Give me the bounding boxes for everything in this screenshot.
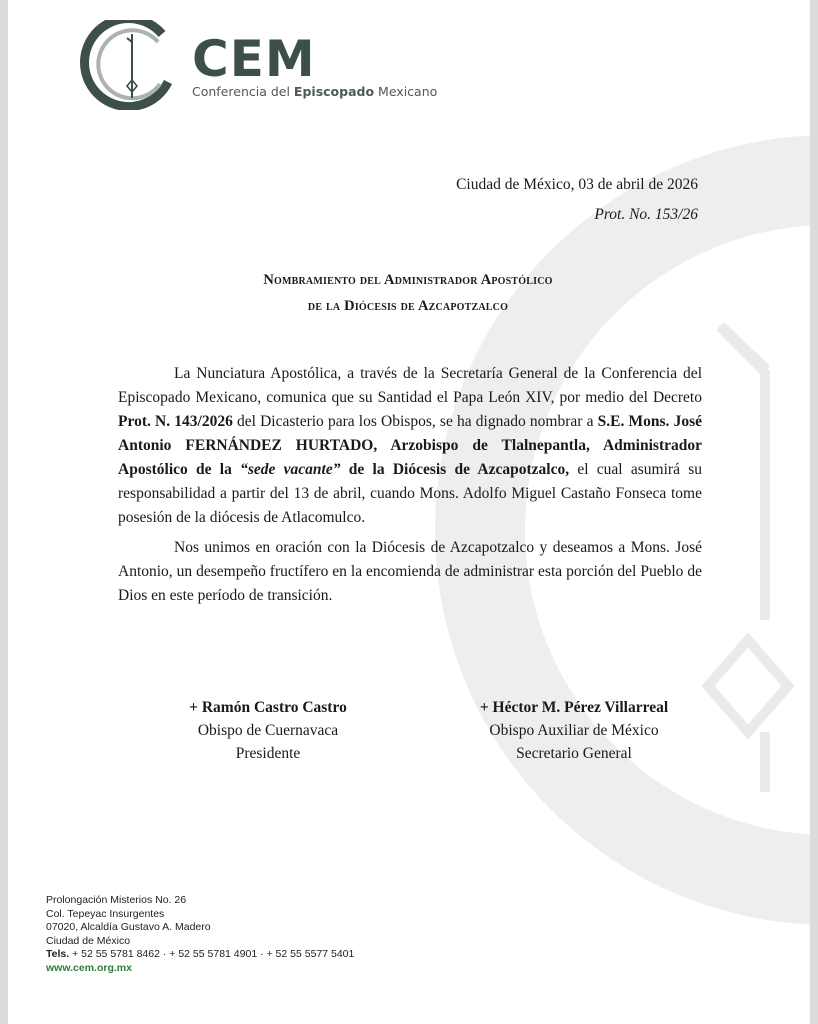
- letter-title-line-1: Nombramiento del Administrador Apostólico: [263, 272, 553, 288]
- cem-logo: [80, 20, 460, 110]
- signatory-role: Obispo de Cuernavaca: [197, 722, 339, 739]
- phone-numbers: Tels. + 52 55 5781 8462 · + 52 55 5781 4901 · + 52 55 5577 5401: [46, 948, 355, 960]
- letter-title-line-2: de la Diócesis de Azcapotzalco: [307, 298, 509, 314]
- signatory-name: + Héctor M. Pérez Villarreal: [479, 699, 669, 716]
- website-link[interactable]: www.cem.org.mx: [46, 961, 132, 974]
- signature-block-secretary: [424, 696, 724, 765]
- signatory-title: Presidente: [235, 745, 301, 762]
- logo-subtitle: Conferencia del Episcopado Mexicano: [192, 84, 438, 99]
- address-line: 07020, Alcaldía Gustavo A. Madero: [46, 921, 211, 933]
- body-paragraph-2: Nos unimos en oración con la Diócesis de Azcapotzalco y deseamos a Mons. José Antonio, un desempeño fructífero en la encomienda de administrar esta porción del Pueblo de Dios en este período de transición.: [118, 539, 702, 604]
- footer-address: [46, 894, 354, 975]
- address-line: Col. Tepeyac Insurgentes: [46, 907, 165, 920]
- signatory-name: + Ramón Castro Castro: [189, 699, 347, 716]
- body-paragraph-1: La Nunciatura Apostólica, a través de la Secretaría General de la Conferencia del Episcopado Mexicano, comunica que su Santidad el Papa León XIV, por medio del Decreto Prot. N. 143/2026 del Dicasterio para los Obispos, se ha dignado nombrar a S.E. Mons. José Antonio FERNÁNDEZ HURTADO, Arzobispo de Tlalnepantla, Administrador Apostólico de la “sede vacante” de la Diócesis de Azcapotzalco, el cual asumirá su responsabilidad a partir del 13 de abril, cuando Mons. Adolfo Miguel Castaño Fonseca tome posesión de la diócesis de Atlacomulco.: [118, 365, 703, 526]
- logo-wordmark: CEM: [192, 30, 316, 88]
- cross-staff-circle-icon: [80, 20, 180, 110]
- signatory-role: Obispo Auxiliar de México: [489, 722, 659, 739]
- signature-block-president: [118, 696, 418, 765]
- address-line: Prolongación Misterios No. 26: [46, 894, 187, 906]
- protocol-number: Prot. No. 153/26: [594, 206, 698, 223]
- signatory-title: Secretario General: [516, 745, 632, 762]
- letter-page: [8, 0, 810, 1024]
- letter-date: Ciudad de México, 03 de abril de 2026: [456, 176, 698, 193]
- address-line: Ciudad de México: [46, 934, 131, 947]
